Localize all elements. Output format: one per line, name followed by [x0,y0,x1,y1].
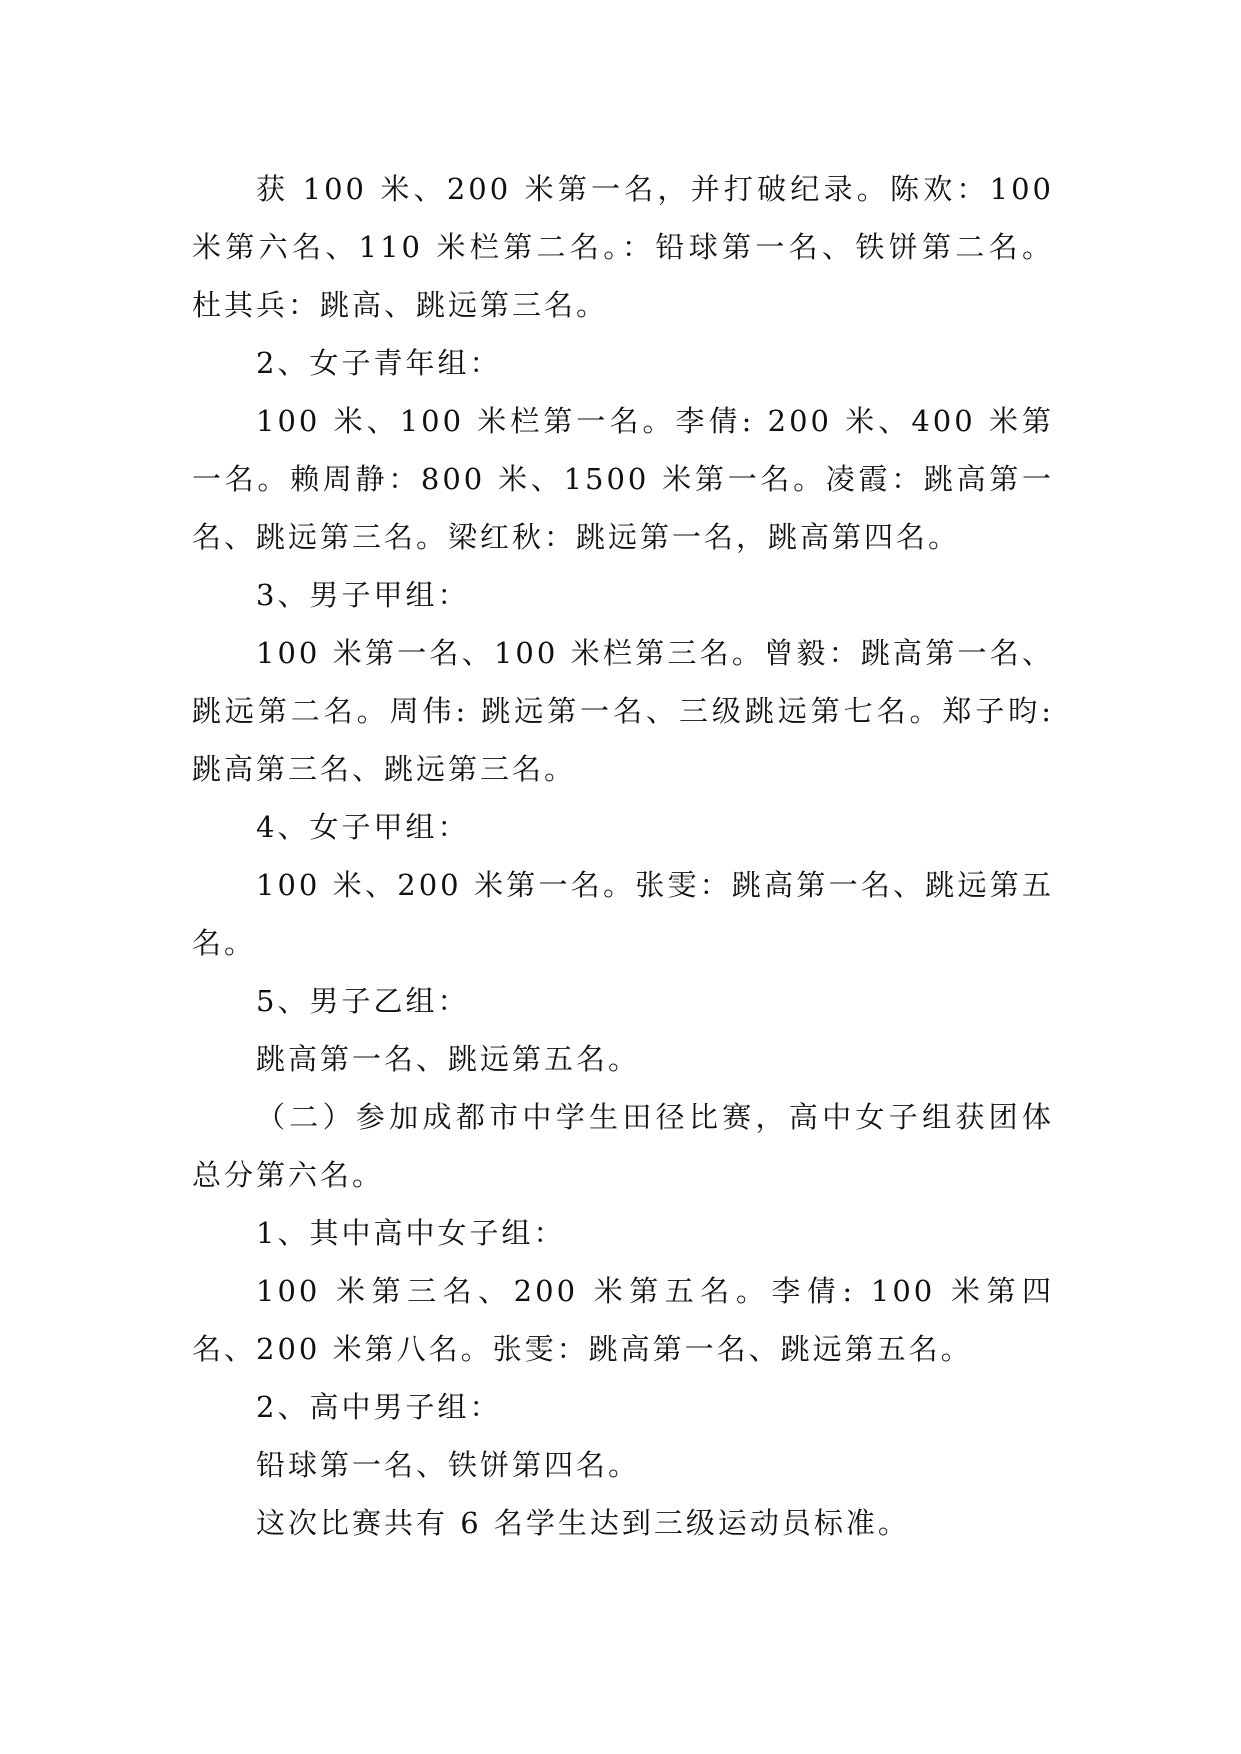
heading-women-youth-group: 2、女子青年组： [256,346,502,380]
paragraph-chengdu-competition: （二）参加成都市中学生田径比赛，高中女子组获团体总分第六名。 [192,1100,1054,1192]
heading-high-school-women: 1、其中高中女子组： [256,1216,566,1250]
heading-men-group-b: 5、男子乙组： [256,984,470,1018]
paragraph-women-youth-results: 100 米、100 米栏第一名。李倩: 200 米、400 米第一名。赖周静：800 米、1500 米第一名。凌霞：跳高第一名、跳远第三名。梁红秋：跳远第一名，跳高第四名。 [192,404,1054,554]
paragraph-results-continued: 获 100 米、200 米第一名，并打破纪录。陈欢：100 米第六名、110 米栏第二名。：铅球第一名、铁饼第二名。杜其兵：跳高、跳远第三名。 [192,172,1054,322]
paragraph-high-school-women-results: 100 米第三名、200 米第五名。李倩: 100 米第四名、200 米第八名。张雯：跳高第一名、跳远第五名。 [192,1274,1054,1366]
document-page [192,160,1054,1552]
paragraph-women-group-a-results: 100 米、200 米第一名。张雯：跳高第一名、跳远第五名。 [192,868,1054,960]
heading-men-group-a: 3、男子甲组： [256,578,470,612]
heading-high-school-men: 2、高中男子组： [256,1390,502,1424]
paragraph-summary: 这次比赛共有 6 名学生达到三级运动员标准。 [256,1506,910,1540]
paragraph-men-group-b-results: 跳高第一名、跳远第五名。 [256,1042,641,1076]
heading-women-group-a: 4、女子甲组： [256,810,470,844]
paragraph-high-school-men-results: 铅球第一名、铁饼第四名。 [256,1448,641,1482]
paragraph-men-group-a-results: 100 米第一名、100 米栏第三名。曾毅：跳高第一名、跳远第二名。周伟: 跳远第一名、三级跳远第七名。郑子昀:跳高第三名、跳远第三名。 [192,636,1054,786]
